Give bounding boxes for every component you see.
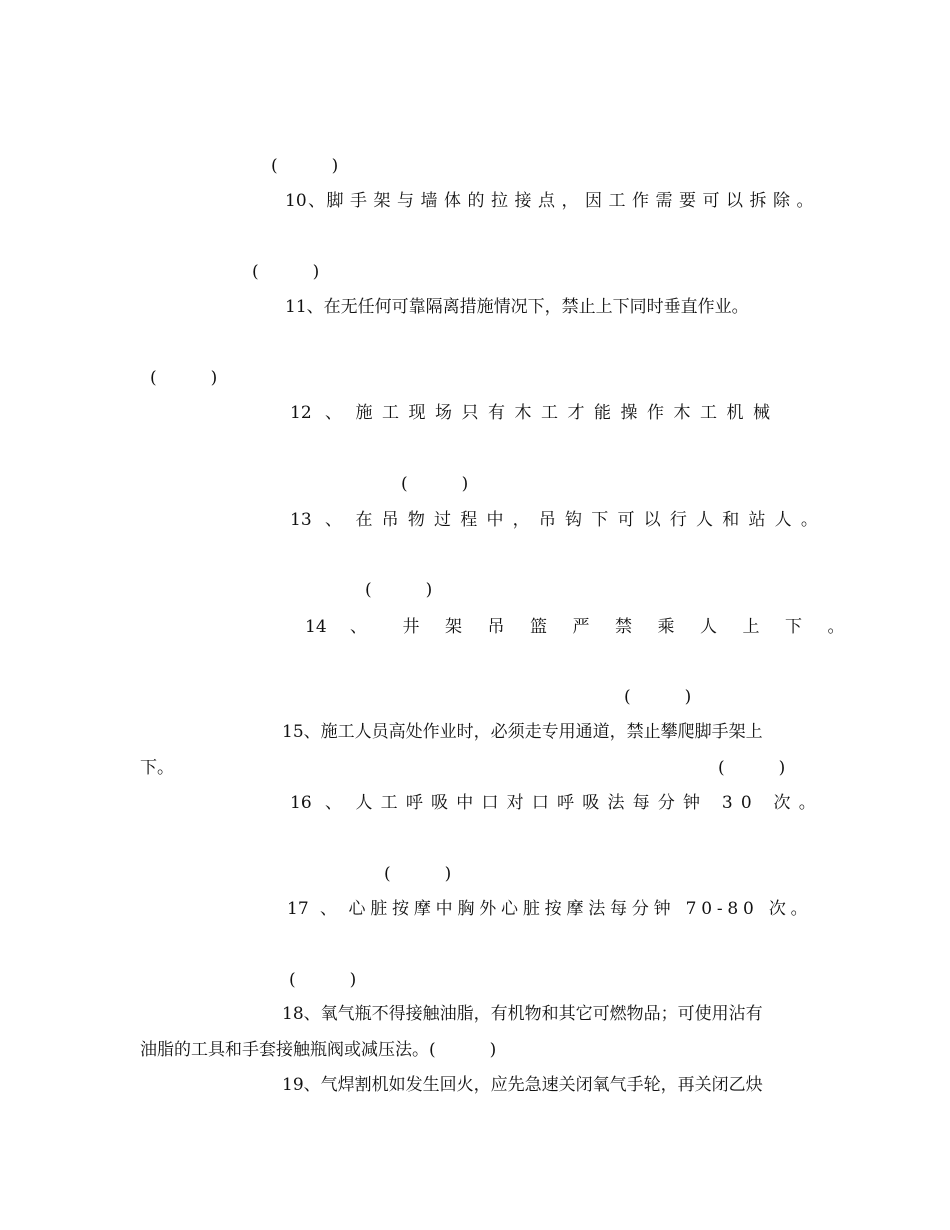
answer-blank-10: ( )	[252, 262, 320, 282]
answer-blank-11: ( )	[150, 368, 218, 388]
question-19	[282, 1075, 763, 1095]
question-14	[305, 617, 870, 637]
answer-blank-13: ( )	[365, 580, 433, 600]
question-text: 脚手架与墙体的拉接点，因工作需要可以拆除。	[326, 191, 820, 211]
question-18-continuation	[140, 1040, 496, 1060]
question-separator: 、	[308, 191, 326, 211]
question-17	[287, 899, 812, 919]
question-text: 人工呼吸中口对口呼吸法每分钟 30 次。	[355, 793, 824, 813]
question-number: 19	[282, 1075, 304, 1095]
question-text: 在无任何可靠隔离措施情况下，禁止上下同时垂直作业。	[323, 297, 749, 317]
question-15-continuation: 下。	[140, 758, 174, 778]
question-text: 气焊割机如发生回火，应先急速关闭氧气手轮，再关闭乙炔	[320, 1075, 763, 1095]
question-separator: 、	[303, 1004, 321, 1024]
question-separator: 、	[350, 617, 368, 637]
question-15	[282, 722, 763, 742]
question-text: 施工人员高处作业时，必须走专用通道，禁止攀爬脚手架上	[320, 722, 763, 742]
answer-blank-14: ( )	[624, 687, 692, 707]
answer-blank-16: ( )	[384, 864, 452, 884]
question-number: 17	[287, 899, 309, 919]
question-separator: 、	[325, 510, 343, 530]
question-11	[285, 297, 749, 317]
question-text: 井架吊篮严禁乘人上下。	[402, 617, 870, 637]
answer-blank-17: ( )	[289, 970, 357, 990]
question-number: 10	[285, 191, 307, 211]
question-separator: 、	[325, 403, 343, 423]
answer-blank-12: ( )	[401, 474, 469, 494]
question-separator: 、	[306, 297, 324, 317]
question-10	[285, 191, 820, 211]
question-text: 氧气瓶不得接触油脂，有机物和其它可燃物品；可使用沾有	[320, 1004, 763, 1024]
question-text: 心脏按摩中胸外心脏按摩法每分钟 70-80 次。	[348, 899, 813, 919]
answer-blank-15: ( )	[718, 758, 786, 778]
question-separator: 、	[320, 899, 338, 919]
question-text: 施工现场只有木工才能操作木工机械	[355, 403, 780, 423]
question-number: 18	[282, 1004, 304, 1024]
question-number: 13	[290, 510, 312, 530]
question-number: 12	[290, 403, 312, 423]
question-12	[290, 403, 779, 423]
answer-blank-18: ( )	[429, 1040, 497, 1060]
question-continuation-text: 油脂的工具和手套接触瓶阀或减压法。	[140, 1040, 429, 1060]
question-number: 15	[282, 722, 304, 742]
question-number: 14	[305, 617, 327, 637]
question-separator: 、	[303, 722, 321, 742]
question-16	[290, 793, 824, 813]
question-number: 16	[290, 793, 312, 813]
question-13	[290, 510, 827, 530]
question-separator: 、	[303, 1075, 321, 1095]
question-18	[282, 1004, 763, 1024]
question-separator: 、	[325, 793, 343, 813]
question-text: 在吊物过程中，吊钩下可以行人和站人。	[355, 510, 828, 530]
question-number: 11	[285, 297, 307, 317]
answer-blank-9: ( )	[271, 156, 339, 176]
